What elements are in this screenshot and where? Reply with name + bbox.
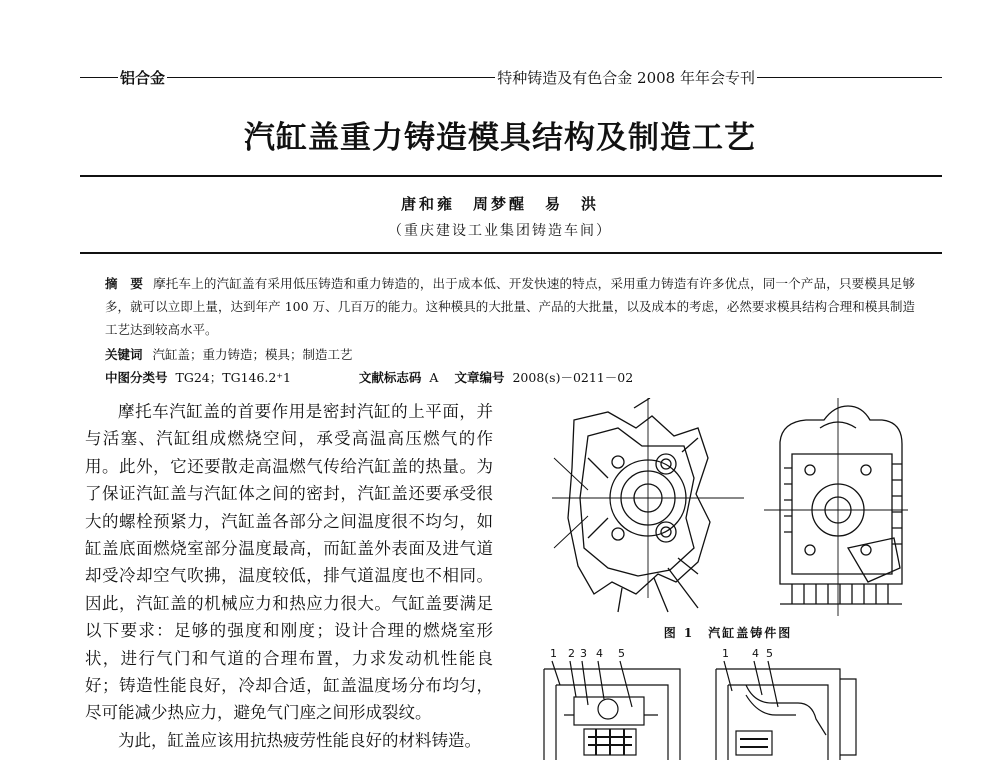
article-no-label: 文章编号 [454, 370, 505, 385]
header-journal-label: 特种铸造及有色合金 2008 年年会专刊 [497, 68, 755, 87]
casting-top-view [568, 398, 710, 612]
keywords-label: 关键词 [105, 347, 143, 362]
casting-top-view-centerlines [552, 398, 744, 598]
abstract-text: 摩托车上的汽缸盖有采用低压铸造和重力铸造的，出于成本低、开发快速的特点，采用重力铸造有许多优点，同一个产品，只要模具足够多，就可以立即上量，达到年产 100 万、几百万的能力。这种模具的大批量、产品的大批量，以及成本的考虑，必然要求模具结构合理和模具制造工艺达到较高水平。 [105, 276, 915, 337]
fig2-label: 3 [580, 647, 587, 660]
figure-2-drawing [540, 645, 890, 760]
fig2-label: 4 [752, 647, 759, 660]
classification-row [105, 368, 633, 386]
article-title: 汽缸盖重力铸造模具结构及制造工艺 [244, 120, 756, 156]
header-rule-right [757, 77, 942, 78]
figure-1-caption: 图 1 汽缸盖铸件图 [663, 626, 793, 640]
mould-front-view [544, 661, 680, 760]
article-no-value: 2008(s)－0211－02 [512, 370, 634, 385]
figure-1-drawing [548, 398, 908, 618]
keywords [105, 345, 353, 363]
keywords-text: 汽缸盖；重力铸造；模具；制造工艺 [152, 347, 353, 362]
fig2-label: 1 [722, 647, 729, 660]
doc-code-label: 文献标志码 [358, 370, 422, 385]
article-authors: 唐和雍 周梦醒 易 洪 [400, 195, 599, 213]
fig2-label: 1 [550, 647, 557, 660]
abstract [105, 272, 915, 341]
header-rule-left [80, 77, 118, 78]
doc-code-value: A [429, 370, 439, 385]
casting-side-view-centerlines [764, 398, 908, 616]
header-section-label: 铝合金 [120, 68, 166, 87]
header-rule-middle [167, 77, 495, 78]
body-paragraph: 摩托车汽缸盖的首要作用是密封汽缸的上平面，并与活塞、汽缸组成燃烧空间，承受高温高压燃气的作用。此外，它还要散走高温燃气传给汽缸盖的热量。为了保证汽缸盖与汽缸体之间的密封，汽缸盖还要承受很大的螺栓预紧力，汽缸盖各部分之间温度很不均匀，如缸盖底面燃烧室部分温度最高，而缸盖外表面及进气道却受冷却空气吹拂，温度较低，排气道温度也不相同。因此，汽缸盖的机械应力和热应力很大。气缸盖要满足以下要求：足够的强度和刚度；设计合理的燃烧室形状，进行气门和气道的合理布置，力求发动机性能良好；铸造性能良好，冷却合适，缸盖温度场分布均匀，尽可能减少热应力，避免气门座之间形成裂纹。 [85, 402, 493, 723]
affiliation-rule [80, 252, 942, 254]
clc-value: TG24；TG146.2⁺1 [175, 370, 291, 385]
body-column-left [85, 398, 493, 754]
mould-side-view [716, 661, 856, 760]
fig2-label: 2 [568, 647, 575, 660]
running-header [80, 66, 942, 88]
title-rule [80, 175, 942, 177]
article-affiliation: （重庆建设工业集团铸造车间） [388, 223, 612, 239]
body-paragraph: 为此，缸盖应该用抗热疲劳性能良好的材料铸造。 [118, 730, 481, 750]
fig2-label: 5 [618, 647, 625, 660]
clc-label: 中图分类号 [105, 370, 168, 385]
casting-side-view [780, 406, 902, 604]
abstract-label: 摘 要 [105, 276, 144, 291]
fig2-label: 4 [596, 647, 603, 660]
fig2-label: 5 [766, 647, 773, 660]
